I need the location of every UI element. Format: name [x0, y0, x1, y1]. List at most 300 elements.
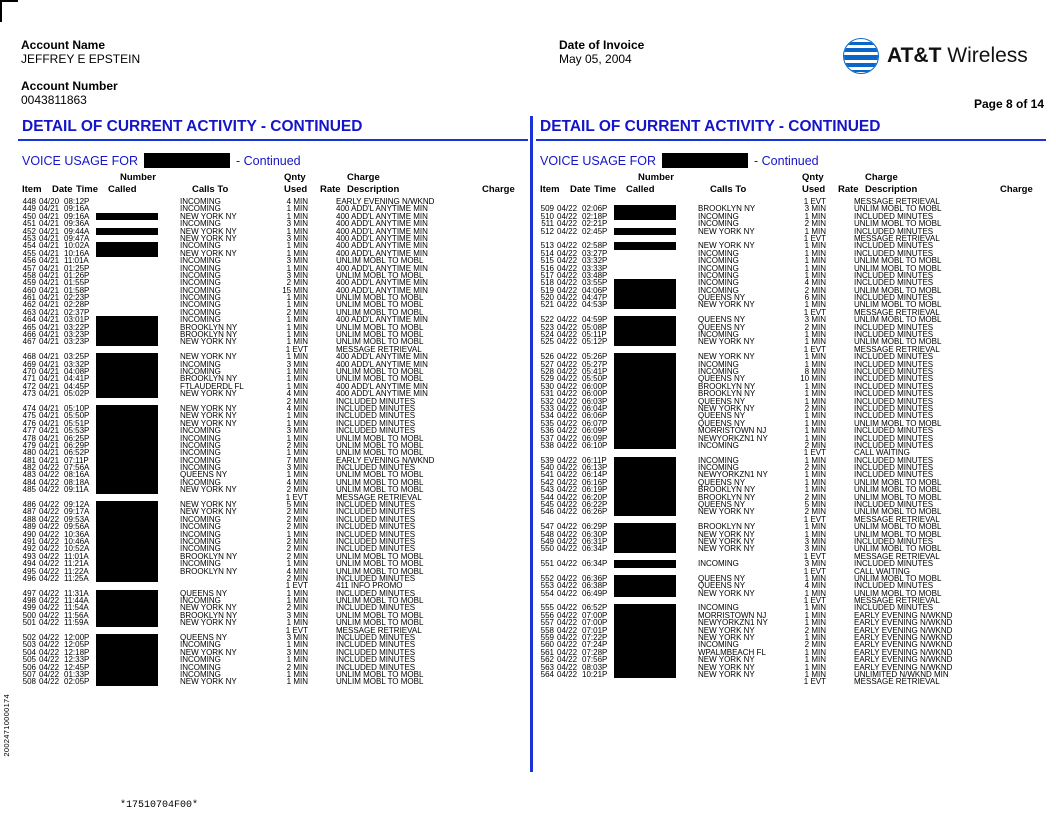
redacted-number	[96, 575, 158, 582]
calls-to: BROOKLYN NY	[698, 389, 756, 399]
redaction-block	[144, 153, 230, 168]
calls-to: NEWYORKZN1 NY	[698, 433, 768, 443]
call-date: 04/21	[39, 352, 60, 362]
call-date: 04/22	[557, 522, 578, 532]
calls-to: QUEENS NY	[698, 293, 746, 303]
table-row	[526, 301, 1036, 308]
table-row	[526, 442, 1036, 449]
item-number: 474	[22, 403, 36, 413]
minutes-used: 1 MIN	[804, 455, 826, 465]
invoice-date: May 05, 2004	[559, 52, 632, 66]
charge-description: MESSAGE RETRIEVAL	[854, 514, 940, 524]
minutes-used: 2 MIN	[804, 285, 826, 295]
calls-to: BROOKLYN NY	[698, 204, 756, 214]
item-number: 513	[540, 241, 554, 251]
header-used: Used	[284, 184, 308, 195]
call-time: 07:24P	[582, 640, 608, 650]
minutes-used: 1 MIN	[286, 670, 308, 679]
item-number: 455	[22, 248, 36, 258]
item-number: 480	[22, 448, 36, 458]
minutes-used: 2 MIN	[804, 403, 826, 413]
minutes-used: 1 EVT	[803, 197, 826, 206]
charge-description: 400 ADD'L ANYTIME MIN	[336, 211, 428, 221]
redacted-number	[614, 545, 676, 552]
calls-to: NEW YORK NY	[180, 677, 237, 687]
redacted-number	[614, 213, 676, 220]
call-time: 04:45P	[64, 381, 90, 391]
call-date: 04/22	[39, 470, 60, 480]
call-time: 07:56P	[582, 655, 608, 665]
call-date: 04/22	[39, 463, 60, 473]
call-date: 04/21	[39, 211, 60, 221]
call-time: 06:34P	[582, 559, 608, 569]
redacted-number	[96, 220, 158, 227]
redacted-number	[614, 383, 676, 390]
redacted-number	[96, 383, 158, 390]
header-used: Used	[802, 184, 826, 195]
minutes-used: 1 MIN	[286, 248, 308, 258]
charge-description: UNLIM MOBL TO MOBL	[336, 618, 424, 628]
minutes-used: 2 MIN	[286, 440, 308, 450]
calls-to: NEW YORK NY	[180, 603, 237, 613]
calls-to: NEW YORK NY	[180, 618, 237, 628]
calls-to: INCOMING	[698, 440, 739, 450]
minutes-used: 1 EVT	[803, 677, 826, 687]
call-date: 04/22	[557, 670, 578, 679]
charge-description: INCLUDED MINUTES	[336, 573, 416, 583]
call-date: 04/22	[39, 514, 60, 524]
call-time: 06:34P	[582, 544, 608, 554]
calls-to: NEW YORK NY	[698, 300, 755, 310]
table-row	[8, 678, 518, 685]
redacted-number	[614, 560, 676, 567]
calls-to: BROOKLYN NY	[180, 610, 238, 620]
call-date: 04/21	[39, 433, 60, 443]
call-time: 06:31P	[582, 536, 608, 546]
call-rows-right	[526, 198, 1036, 686]
minutes-used: 1 MIN	[804, 588, 826, 598]
redacted-number	[614, 257, 676, 264]
redacted-number	[614, 516, 676, 523]
item-number: 534	[540, 411, 554, 421]
call-date: 04/22	[39, 610, 60, 620]
call-date: 04/22	[557, 463, 578, 473]
item-number: 488	[22, 514, 36, 524]
minutes-used: 4 MIN	[286, 403, 308, 413]
calls-to: NEW YORK NY	[180, 337, 237, 347]
calls-to: WPALMBEACH FL	[698, 647, 766, 657]
call-date: 04/22	[557, 359, 578, 369]
call-date: 04/22	[39, 588, 60, 598]
logo-brand: AT&T	[887, 44, 942, 67]
item-number: 475	[22, 411, 36, 421]
calls-to: BROOKLYN NY	[698, 381, 756, 391]
minutes-used: 1 MIN	[804, 633, 826, 643]
charge-description: UNLIM MOBL TO MOBL	[854, 485, 942, 495]
call-date: 04/22	[39, 655, 60, 665]
call-date: 04/22	[557, 573, 578, 583]
item-number: 545	[540, 500, 554, 510]
minutes-used: 4 MIN	[286, 566, 308, 576]
call-date: 04/21	[39, 293, 60, 303]
charge-description: MESSAGE RETRIEVAL	[854, 197, 940, 206]
minutes-used: 1 MIN	[286, 655, 308, 665]
redacted-number	[96, 538, 158, 545]
item-number: 564	[540, 670, 554, 679]
redacted-number	[614, 531, 676, 538]
minutes-used: 2 MIN	[286, 603, 308, 613]
call-date: 04/21	[39, 226, 60, 236]
minutes-used: 2 MIN	[804, 219, 826, 229]
calls-to: INCOMING	[180, 285, 221, 295]
call-time: 09:47A	[64, 233, 90, 243]
calls-to: INCOMING	[180, 440, 221, 450]
item-number: 460	[22, 285, 36, 295]
redacted-number	[614, 457, 676, 464]
redacted-number	[96, 316, 158, 323]
charge-description: UNLIM MOBL TO MOBL	[336, 477, 424, 487]
item-number: 510	[540, 211, 554, 221]
call-date: 04/21	[39, 233, 60, 243]
charge-description: UNLIM MOBL TO MOBL	[854, 219, 942, 229]
charge-description: 400 ADD'L ANYTIME MIN	[336, 241, 428, 251]
call-time: 01:25P	[64, 263, 90, 273]
item-number: 540	[540, 463, 554, 473]
call-time: 03:25P	[64, 352, 90, 362]
header-rate: Rate	[838, 184, 859, 195]
redacted-number	[614, 612, 676, 619]
redacted-number	[614, 398, 676, 405]
redacted-number	[96, 656, 158, 663]
calls-to: MORRISTOWN NJ	[698, 610, 767, 620]
call-date: 04/22	[557, 285, 578, 295]
call-time: 02:18P	[582, 211, 608, 221]
call-date: 04/22	[557, 300, 578, 310]
minutes-used: 1 EVT	[803, 233, 826, 243]
redacted-number	[614, 301, 676, 308]
charge-description: UNLIM MOBL TO MOBL	[854, 418, 942, 428]
call-date: 04/22	[557, 352, 578, 362]
redacted-number	[96, 375, 158, 382]
minutes-used: 1 MIN	[804, 381, 826, 391]
charge-description: INCLUDED MINUTES	[336, 426, 416, 436]
charge-description: EARLY EVENING N/WKND	[854, 647, 953, 657]
call-time: 06:06P	[582, 411, 608, 421]
charge-description: INCLUDED MINUTES	[854, 500, 934, 510]
charge-description: INCLUDED MINUTES	[854, 389, 934, 399]
item-number: 555	[540, 603, 554, 613]
calls-to: INCOMING	[180, 241, 221, 251]
charge-description: INCLUDED MINUTES	[854, 411, 934, 421]
calls-to: INCOMING	[698, 359, 739, 369]
item-number: 478	[22, 433, 36, 443]
charge-description: UNLIM MOBL TO MOBL	[854, 492, 942, 502]
minutes-used: 8 MIN	[804, 366, 826, 376]
call-time: 05:53P	[64, 426, 90, 436]
charge-description: UNLIM MOBL TO MOBL	[854, 573, 942, 583]
redacted-number	[96, 597, 158, 604]
call-date: 04/21	[39, 455, 60, 465]
calls-to: INCOMING	[180, 640, 221, 650]
redacted-number	[96, 560, 158, 567]
item-number: 473	[22, 389, 36, 399]
charge-description: UNLIM MOBL TO MOBL	[854, 263, 942, 273]
item-number: 503	[22, 640, 36, 650]
minutes-used: 1 MIN	[804, 337, 826, 347]
calls-to: QUEENS NY	[698, 322, 746, 332]
item-number: 504	[22, 647, 36, 657]
calls-to: INCOMING	[698, 278, 739, 288]
item-number: 466	[22, 330, 36, 340]
call-time: 03:48P	[582, 270, 608, 280]
call-date: 04/22	[39, 640, 60, 650]
call-date: 04/22	[39, 544, 60, 554]
call-date: 04/21	[39, 307, 60, 317]
call-time: 07:28P	[582, 647, 608, 657]
redacted-number	[96, 442, 158, 449]
item-number: 526	[540, 352, 554, 362]
item-number: 546	[540, 507, 554, 517]
column-headers	[8, 172, 518, 198]
charge-description: UNLIMITED N/WKND MIN	[854, 670, 949, 679]
redacted-number	[614, 471, 676, 478]
minutes-used: 2 MIN	[286, 662, 308, 672]
call-date: 04/22	[39, 551, 60, 561]
redacted-number	[96, 398, 158, 405]
calls-to: INCOMING	[180, 448, 221, 458]
minutes-used: 1 MIN	[804, 662, 826, 672]
minutes-used: 1 MIN	[804, 256, 826, 266]
charge-description: INCLUDED MINUTES	[854, 603, 934, 613]
minutes-used: 2 MIN	[286, 551, 308, 561]
item-number: 453	[22, 233, 36, 243]
minutes-used: 1 EVT	[285, 581, 308, 591]
redacted-number	[96, 619, 158, 626]
redacted-number	[614, 331, 676, 338]
corner-mark	[0, 0, 18, 22]
call-time: 10:02A	[64, 241, 90, 251]
call-date: 04/22	[557, 559, 578, 569]
calls-to: BROOKLYN NY	[180, 374, 238, 384]
minutes-used: 4 MIN	[286, 197, 308, 206]
redacted-number	[614, 575, 676, 582]
charge-description: CALL WAITING	[854, 566, 910, 576]
item-number: 471	[22, 374, 36, 384]
call-time: 01:26P	[64, 270, 90, 280]
calls-to: QUEENS NY	[698, 418, 746, 428]
calls-to: NEW YORK NY	[698, 544, 755, 554]
charge-description: INCLUDED MINUTES	[336, 507, 416, 517]
redacted-number	[96, 612, 158, 619]
call-time: 03:23P	[64, 330, 90, 340]
call-time: 08:12P	[64, 197, 90, 206]
header-description: Description	[347, 184, 400, 195]
call-time: 06:20P	[582, 492, 608, 502]
calls-to: INCOMING	[698, 559, 739, 569]
call-date: 04/22	[557, 256, 578, 266]
call-time: 08:03P	[582, 662, 608, 672]
charge-description: EARLY EVENING N/WKND	[336, 197, 435, 206]
calls-to: NEW YORK NY	[180, 485, 237, 495]
call-time: 06:29P	[582, 522, 608, 532]
call-date: 04/22	[39, 566, 60, 576]
minutes-used: 1 MIN	[286, 337, 308, 347]
redacted-number	[96, 412, 158, 419]
charge-description: UNLIM MOBL TO MOBL	[336, 470, 424, 480]
redacted-number	[614, 338, 676, 345]
item-number: 557	[540, 618, 554, 628]
charge-description: INCLUDED MINUTES	[336, 640, 416, 650]
call-time: 07:22P	[582, 633, 608, 643]
call-time: 06:52P	[582, 603, 608, 613]
call-date: 04/22	[557, 219, 578, 229]
calls-to: INCOMING	[698, 455, 739, 465]
minutes-used: 2 MIN	[286, 307, 308, 317]
header-number: Number	[638, 172, 674, 183]
charge-description: UNLIM MOBL TO MOBL	[854, 588, 942, 598]
calls-to: INCOMING	[180, 263, 221, 273]
item-number: 464	[22, 315, 36, 325]
calls-to: INCOMING	[698, 270, 739, 280]
header-charge: Charge	[482, 184, 515, 195]
minutes-used: 1 MIN	[286, 322, 308, 332]
item-number: 544	[540, 492, 554, 502]
charge-description: UNLIM MOBL TO MOBL	[854, 337, 942, 347]
minutes-used: 1 MIN	[286, 352, 308, 362]
calls-to: INCOMING	[698, 219, 739, 229]
charge-description: INCLUDED MINUTES	[854, 241, 934, 251]
minutes-used: 1 MIN	[286, 374, 308, 384]
redacted-number	[614, 242, 676, 249]
minutes-used: 1 MIN	[286, 448, 308, 458]
minutes-used: 3 MIN	[286, 359, 308, 369]
minutes-used: 1 MIN	[286, 418, 308, 428]
redacted-number	[96, 678, 158, 685]
charge-description: 400 ADD'L ANYTIME MIN	[336, 352, 428, 362]
calls-to: INCOMING	[180, 522, 221, 532]
redacted-number	[614, 538, 676, 545]
item-number: 530	[540, 381, 554, 391]
minutes-used: 4 MIN	[804, 581, 826, 591]
item-number: 458	[22, 270, 36, 280]
att-wireless-logo	[843, 36, 1028, 76]
redacted-number	[614, 435, 676, 442]
header-calls-to: Calls To	[710, 184, 747, 195]
item-number: 477	[22, 426, 36, 436]
item-number: 558	[540, 625, 554, 635]
item-number: 543	[540, 485, 554, 495]
call-time: 10:36A	[64, 529, 90, 539]
call-date: 04/22	[557, 374, 578, 384]
call-time: 11:21A	[64, 559, 89, 569]
charge-description: MESSAGE RETRIEVAL	[854, 551, 940, 561]
call-time: 11:22A	[64, 566, 89, 576]
call-date: 04/22	[39, 647, 60, 657]
redacted-number	[96, 405, 158, 412]
call-date: 04/21	[39, 300, 60, 310]
calls-to: NEW YORK NY	[180, 352, 237, 362]
charge-description: UNLIM MOBL TO MOBL	[336, 300, 424, 310]
charge-description: INCLUDED MINUTES	[336, 647, 416, 657]
minutes-used: 2 MIN	[804, 322, 826, 332]
call-time: 11:25A	[64, 573, 89, 583]
item-number: 537	[540, 433, 554, 443]
call-date: 04/21	[39, 448, 60, 458]
item-number: 551	[540, 559, 554, 569]
charge-description: UNLIM MOBL TO MOBL	[336, 322, 424, 332]
call-time: 05:12P	[582, 337, 608, 347]
redacted-number	[614, 205, 676, 212]
minutes-used: 1 MIN	[804, 396, 826, 406]
charge-description: 400 ADD'L ANYTIME MIN	[336, 233, 428, 243]
header-time: Time	[76, 184, 99, 195]
call-time: 06:22P	[582, 500, 608, 510]
charge-description: UNLIM MOBL TO MOBL	[336, 330, 424, 340]
call-date: 04/21	[39, 204, 60, 214]
call-time: 09:17A	[64, 507, 90, 517]
call-time: 06:26P	[582, 507, 608, 517]
redacted-number	[96, 346, 158, 353]
call-time: 10:16A	[64, 248, 90, 258]
call-time: 07:00P	[582, 610, 608, 620]
charge-description: INCLUDED MINUTES	[336, 655, 416, 665]
item-number: 483	[22, 470, 36, 480]
call-date: 04/22	[39, 507, 60, 517]
minutes-used: 3 MIN	[286, 270, 308, 280]
item-number: 463	[22, 307, 36, 317]
call-date: 04/22	[557, 330, 578, 340]
item-number: 495	[22, 566, 36, 576]
calls-to: INCOMING	[180, 366, 221, 376]
redacted-number	[96, 427, 158, 434]
header-date: Date	[570, 184, 591, 195]
item-number: 529	[540, 374, 554, 384]
redacted-number	[96, 435, 158, 442]
call-date: 04/22	[39, 536, 60, 546]
item-number: 554	[540, 588, 554, 598]
charge-description: EARLY EVENING N/WKND	[854, 610, 953, 620]
call-time: 07:00P	[582, 618, 608, 628]
minutes-used: 2 MIN	[804, 640, 826, 650]
call-date: 04/22	[557, 322, 578, 332]
minutes-used: 3 MIN	[804, 315, 826, 325]
minutes-used: 1 MIN	[804, 618, 826, 628]
item-number: 468	[22, 352, 36, 362]
calls-to: QUEENS NY	[698, 500, 746, 510]
minutes-used: 1 MIN	[804, 359, 826, 369]
redacted-number	[614, 494, 676, 501]
calls-to: QUEENS NY	[698, 374, 746, 384]
minutes-used: 1 EVT	[803, 307, 826, 317]
call-time: 06:04P	[582, 403, 608, 413]
header-date: Date	[52, 184, 73, 195]
item-number: 548	[540, 529, 554, 539]
call-time: 05:10P	[64, 403, 90, 413]
item-number: 448	[22, 197, 36, 206]
charge-description: INCLUDED MINUTES	[336, 418, 416, 428]
minutes-used: 1 MIN	[286, 241, 308, 251]
redacted-number	[96, 486, 158, 493]
minutes-used: 2 MIN	[286, 507, 308, 517]
voice-usage-right	[540, 153, 819, 168]
call-time: 06:30P	[582, 529, 608, 539]
minutes-used: 1 MIN	[286, 381, 308, 391]
calls-to: BROOKLYN NY	[180, 551, 238, 561]
redacted-number	[96, 301, 158, 308]
calls-to: NEW YORK NY	[698, 241, 755, 251]
call-time: 06:38P	[582, 581, 608, 591]
redacted-number	[614, 220, 676, 227]
